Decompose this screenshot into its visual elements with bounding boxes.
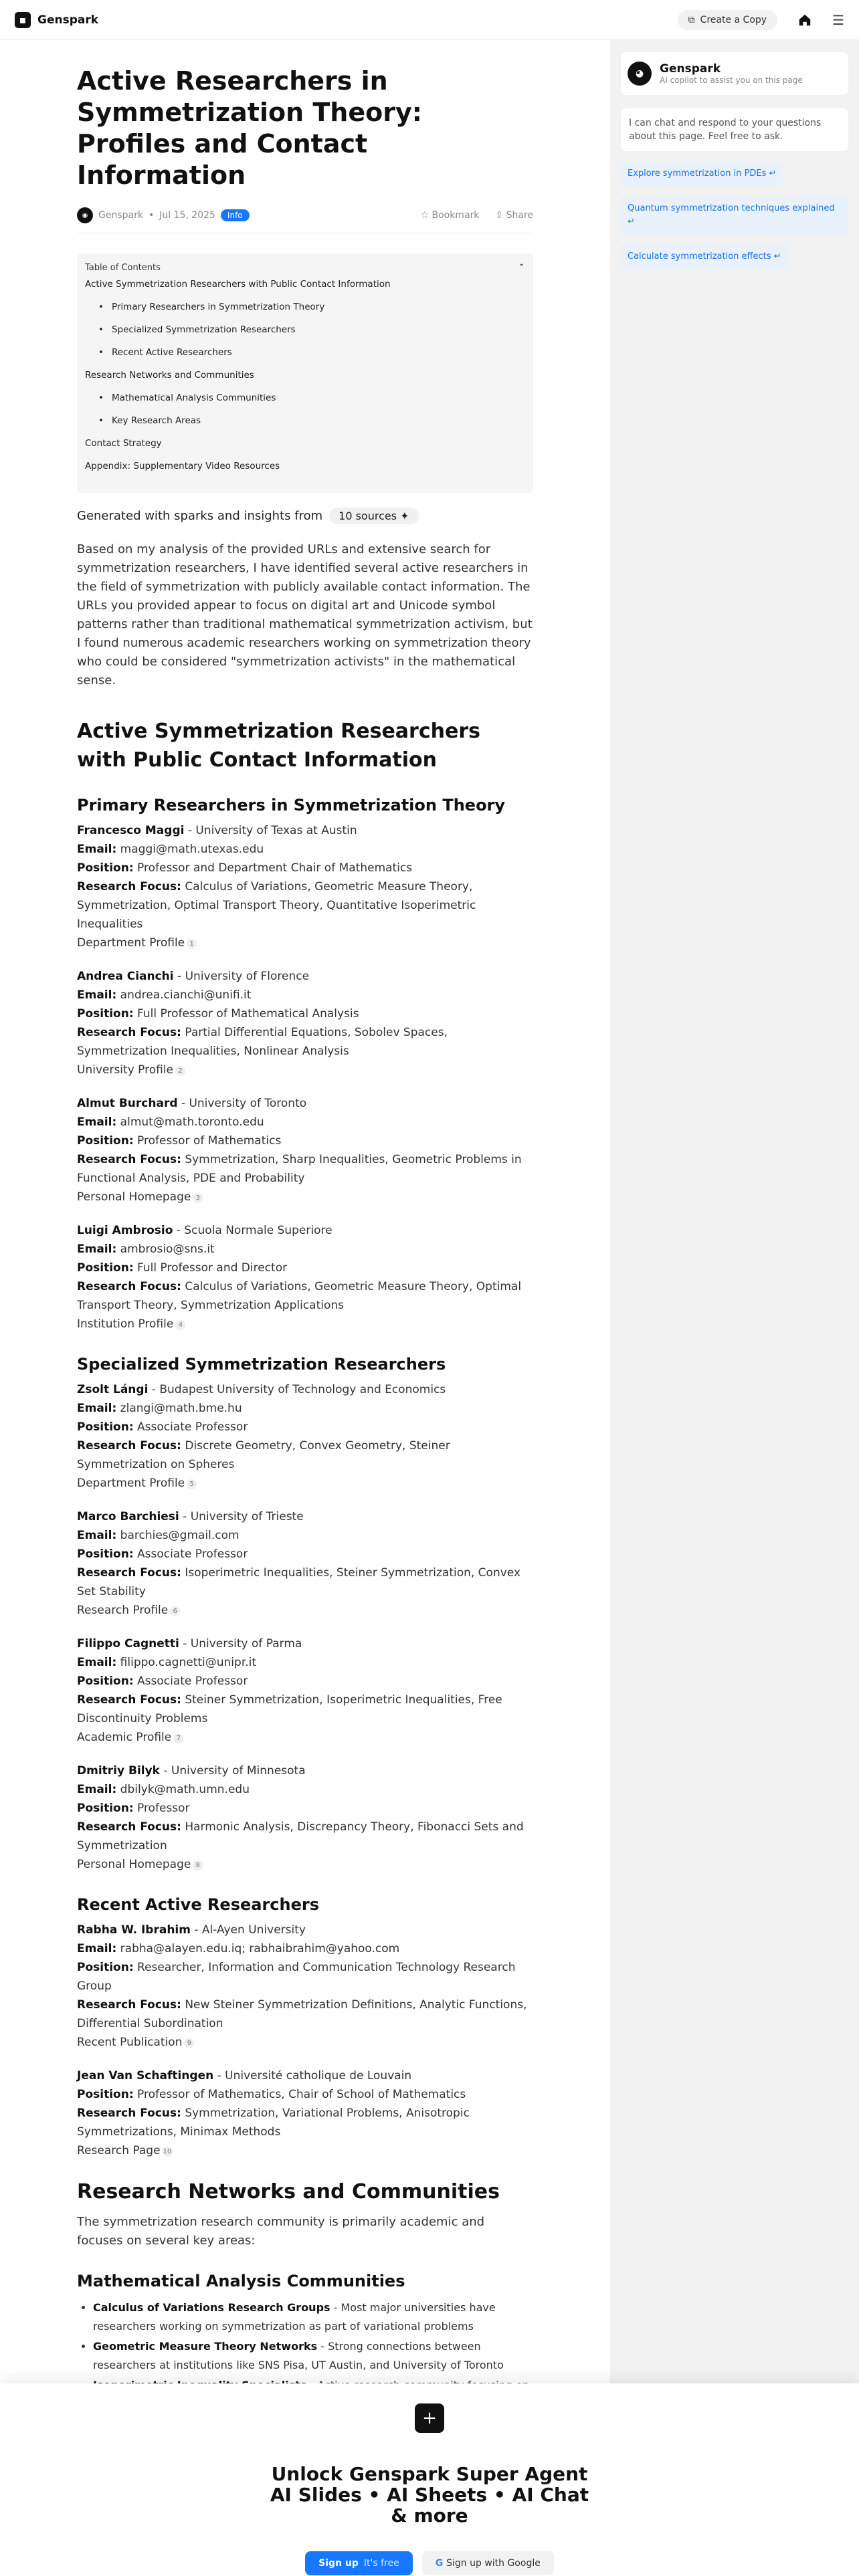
copilot-sidebar [610, 40, 859, 2576]
genspark-logo-icon: ◼ [15, 12, 31, 28]
menu-icon[interactable]: ☰ [832, 11, 844, 28]
copilot-name: Genspark [660, 62, 721, 76]
focus-label: Research Focus: [77, 1820, 181, 1834]
list-item [93, 2337, 533, 2375]
copilot-message: I can chat and respond to your questions about this page. Feel free to ask. [621, 108, 848, 151]
citation-badge[interactable]: 8 [193, 1860, 203, 1870]
researcher-affiliation: - Université catholique de Louvain [213, 2069, 412, 2082]
bookmark-button[interactable] [420, 210, 479, 221]
researcher-name: Luigi Ambrosio [77, 1224, 173, 1237]
bookmark-label: Bookmark [432, 210, 480, 221]
researcher-position: Associate Professor [137, 1547, 248, 1561]
citation-badge[interactable]: 2 [175, 1066, 185, 1076]
page-title: Active Researchers in Symmetrization Theory: Profiles and Contact Information [77, 66, 422, 190]
profile-link[interactable]: Department Profile [77, 936, 185, 950]
researcher-affiliation: - University of Trieste [179, 1510, 304, 1523]
focus-label: Research Focus: [77, 1439, 181, 1453]
toc-item[interactable]: • Key Research Areas [85, 409, 525, 432]
researcher-affiliation: - University of Parma [179, 1637, 302, 1650]
chevron-up-icon[interactable]: ⌃ [518, 263, 525, 273]
profile-link[interactable]: Research Profile [77, 1604, 169, 1617]
researcher-name: Jean Van Schaftingen [77, 2069, 214, 2082]
citation-badge[interactable]: 4 [175, 1320, 185, 1330]
list-item [93, 2298, 533, 2336]
copilot-header [621, 52, 848, 95]
position-label: Position: [77, 861, 134, 875]
signup-label: Sign up [318, 2558, 359, 2569]
home-icon[interactable] [797, 13, 812, 27]
researcher-affiliation: - University of Minnesota [160, 1764, 306, 1778]
citation-badge[interactable]: 1 [187, 939, 197, 949]
signup-overlay [0, 2383, 859, 2576]
top-bar [0, 0, 859, 40]
researcher-email[interactable]: zlangi@math.bme.hu [120, 1402, 242, 1415]
profile-link[interactable]: Department Profile [77, 1477, 185, 1490]
researcher-affiliation: - University of Texas at Austin [184, 824, 357, 837]
signup-sub-label: It's free [363, 2558, 399, 2569]
genspark-logo-icon: ◕ [628, 62, 652, 86]
list-item-head: Calculus of Variations Research Groups [93, 2301, 330, 2314]
researcher-affiliation: - Al-Ayen University [190, 1923, 306, 1937]
researcher-focus: Steiner Symmetrization, Isoperimetric Inequalities, Free Discontinuity Problems [77, 1693, 502, 1725]
profile-link[interactable]: Personal Homepage [77, 1190, 191, 1204]
suggestion-chip[interactable]: Calculate symmetrization effects ↵ [621, 245, 788, 269]
researcher-position: Professor of Mathematics, Chair of School of Mathematics [137, 2088, 466, 2101]
researcher-name: Francesco Maggi [77, 824, 185, 837]
researcher-focus: Symmetrization, Sharp Inequalities, Geometric Problems in Functional Analysis, PDE and Probability [77, 1153, 522, 1185]
separator-dot: • [148, 210, 155, 221]
article [77, 40, 533, 2415]
copy-icon: ⧉ [688, 14, 695, 25]
researcher-focus: Isoperimetric Inequalities, Steiner Symmetrization, Convex Set Stability [77, 1566, 521, 1598]
subsection-heading: Primary Researchers in Symmetrization Theory [77, 796, 506, 815]
citation-badge[interactable]: 5 [187, 1479, 197, 1489]
researcher-name: Marco Barchiesi [77, 1510, 179, 1523]
researcher-name: Zsolt Lángi [77, 1383, 149, 1396]
researcher-focus: Partial Differential Equations, Sobolev Spaces, Symmetrization Inequalities, Nonlinear Analysis [77, 1026, 448, 1058]
toc-header[interactable] [85, 263, 525, 273]
researcher-name: Filippo Cagnetti [77, 1637, 179, 1650]
researcher-focus: Calculus of Variations, Geometric Measure Theory, Optimal Transport Theory, Symmetrization Applications [77, 1280, 522, 1312]
section-heading: Research Networks and Communities [77, 2180, 500, 2204]
position-label: Position: [77, 1007, 134, 1021]
toc-item[interactable]: • Recent Active Researchers [85, 341, 525, 364]
researcher-position: Researcher, Information and Communication Technology Research Group [77, 1961, 516, 1993]
google-signup-button[interactable] [422, 2551, 554, 2575]
researcher-email[interactable]: rabha@alayen.edu.iq; rabhaibrahim@yahoo.com [120, 1942, 400, 1955]
list-item-text: - Most major universities have researchers working on symmetrization as part of variational problems [93, 2301, 496, 2333]
position-label: Position: [77, 1420, 134, 1434]
date: Jul 15, 2025 [159, 210, 215, 221]
add-agent-icon: + [415, 2403, 444, 2433]
profile-link[interactable]: Research Page [77, 2144, 161, 2157]
intro-paragraph: Based on my analysis of the provided URLs and extensive search for symmetrization researchers, I have identified several active researchers in the field of symmetrization with publicly available contact information. The URLs you provided appear to focus on digital art and Unicode symbol patterns rather than traditional mathematical symmetrization activism, but I found numerous academic researchers working on symmetrization theory who could be considered "symmetrization activists" in the mathematical sense. [77, 542, 533, 687]
author: Genspark [98, 210, 143, 221]
subsection-heading: Recent Active Researchers [77, 1895, 320, 1914]
email-label: Email: [77, 1942, 117, 1955]
focus-label: Research Focus: [77, 880, 181, 893]
info-badge: Info [221, 209, 250, 221]
researcher-focus: Discrete Geometry, Convex Geometry, Steiner Symmetrization on Spheres [77, 1439, 450, 1471]
researcher-email[interactable]: ambrosio@sns.it [120, 1243, 215, 1256]
researcher-email[interactable]: almut@math.toronto.edu [120, 1115, 264, 1129]
researcher-position: Professor [137, 1802, 190, 1815]
researcher-email[interactable]: filippo.cagnetti@unipr.it [120, 1656, 257, 1669]
brand[interactable] [15, 12, 98, 28]
position-label: Position: [77, 1802, 134, 1815]
email-label: Email: [77, 988, 117, 1002]
researcher-entry [77, 1634, 533, 1747]
citation-badge[interactable]: 3 [193, 1193, 203, 1203]
focus-label: Research Focus: [77, 1998, 181, 2012]
toc-heading: Table of Contents [85, 263, 161, 273]
researcher-focus: Harmonic Analysis, Discrepancy Theory, Fibonacci Sets and Symmetrization [77, 1820, 524, 1852]
create-copy-label: Create a Copy [700, 14, 767, 25]
position-label: Position: [77, 2088, 134, 2101]
sources-label: 10 sources [339, 510, 397, 522]
researcher-entry [77, 1221, 533, 1333]
researcher-position: Full Professor and Director [137, 1261, 288, 1275]
focus-label: Research Focus: [77, 1153, 181, 1166]
researcher-name: Almut Burchard [77, 1097, 178, 1110]
researcher-name: Dmitriy Bilyk [77, 1764, 160, 1778]
email-label: Email: [77, 1402, 117, 1415]
researcher-position: Associate Professor [137, 1420, 248, 1434]
toc-item[interactable]: Contact Strategy [85, 438, 162, 449]
list-item-text: - Strong connections between researchers at institutions like SNS Pisa, UT Austin, and University of Toronto [93, 2340, 504, 2371]
focus-label: Research Focus: [77, 2107, 181, 2120]
suggestion-chip[interactable]: Explore symmetrization in PDEs ↵ [621, 162, 783, 186]
focus-label: Research Focus: [77, 1026, 181, 1039]
profile-link[interactable]: Academic Profile [77, 1731, 172, 1744]
researcher-position: Associate Professor [137, 1675, 248, 1688]
google-signup-label: Sign up with Google [446, 2558, 541, 2569]
researcher-entry [77, 1761, 533, 1874]
brand-name: Genspark [37, 13, 99, 27]
subsection-heading: Specialized Symmetrization Researchers [77, 1355, 446, 1374]
profile-link[interactable]: Institution Profile [77, 1317, 174, 1331]
position-label: Position: [77, 1547, 134, 1561]
star-icon: ☆ [420, 210, 432, 221]
citation-badge[interactable]: 7 [173, 1733, 183, 1743]
researcher-email[interactable]: dbilyk@math.umn.edu [120, 1783, 250, 1796]
share-icon: ⇪ [495, 210, 506, 221]
researcher-position: Full Professor of Mathematical Analysis [137, 1007, 359, 1021]
toc-item[interactable]: • Specialized Symmetrization Researchers [85, 318, 525, 341]
researcher-affiliation: - University of Toronto [177, 1097, 307, 1110]
avatar: ◉ [77, 207, 93, 223]
citation-badge[interactable]: 6 [170, 1606, 180, 1616]
focus-label: Research Focus: [77, 1280, 181, 1293]
focus-label: Research Focus: [77, 1693, 181, 1707]
researcher-email[interactable]: andrea.cianchi@unifi.it [120, 988, 252, 1002]
toc-item[interactable]: Appendix: Supplementary Video Resources [85, 461, 280, 471]
researcher-affiliation: - Budapest University of Technology and Economics [148, 1383, 446, 1396]
position-label: Position: [77, 1675, 134, 1688]
subsection-heading: Mathematical Analysis Communities [77, 2272, 405, 2290]
toc-item[interactable]: • Mathematical Analysis Communities [85, 387, 525, 409]
article-meta [77, 207, 533, 233]
table-of-contents [77, 253, 533, 493]
section-heading: Active Symmetrization Researchers with Public Contact Information [77, 720, 480, 772]
share-button[interactable] [495, 210, 533, 221]
networks-intro: The symmetrization research community is primarily academic and focuses on several key areas: [77, 2215, 485, 2248]
researcher-entry [77, 821, 533, 952]
position-label: Position: [77, 1134, 134, 1148]
email-label: Email: [77, 1783, 117, 1796]
researcher-name: Rabha W. Ibrahim [77, 1923, 191, 1937]
email-label: Email: [77, 1656, 117, 1669]
researcher-affiliation: - University of Florence [173, 970, 310, 983]
position-label: Position: [77, 1961, 134, 1974]
profile-link[interactable]: University Profile [77, 1063, 174, 1077]
share-label: Share [506, 210, 533, 221]
researcher-position: Professor of Mathematics [137, 1134, 282, 1148]
email-label: Email: [77, 1243, 117, 1256]
signup-button[interactable] [305, 2551, 413, 2575]
researcher-email[interactable]: barchies@gmail.com [120, 1529, 240, 1542]
researcher-entry [77, 2066, 533, 2160]
researcher-position: Professor and Department Chair of Mathematics [137, 861, 413, 875]
researcher-affiliation: - Scuola Normale Superiore [173, 1224, 332, 1237]
citation-badge[interactable]: 9 [184, 2038, 194, 2048]
researcher-entry [77, 1380, 533, 1493]
profile-link[interactable]: Recent Publication [77, 2036, 183, 2049]
focus-label: Research Focus: [77, 1566, 181, 1580]
email-label: Email: [77, 843, 117, 856]
email-label: Email: [77, 1115, 117, 1129]
generated-line [77, 508, 533, 524]
researcher-focus: Symmetrization, Variational Problems, Anisotropic Symmetrizations, Minimax Methods [77, 2107, 470, 2139]
researcher-entry [77, 967, 533, 1079]
researcher-entry [77, 1507, 533, 1620]
sources-button[interactable] [329, 508, 418, 524]
profile-link[interactable]: Personal Homepage [77, 1858, 191, 1871]
toc-item[interactable]: Research Networks and Communities [85, 370, 254, 381]
researcher-email[interactable]: maggi@math.utexas.edu [120, 843, 264, 856]
researcher-entry [77, 1921, 533, 2052]
generated-prefix: Generated with sparks and insights from [77, 509, 323, 523]
create-copy-button[interactable] [678, 10, 778, 30]
list-item-head: Geometric Measure Theory Networks [93, 2340, 318, 2353]
copilot-subtitle: AI copilot to assist you on this page [660, 76, 803, 85]
google-icon: G [435, 2558, 447, 2569]
position-label: Position: [77, 1261, 134, 1275]
researcher-focus: Calculus of Variations, Geometric Measure Theory, Symmetrization, Optimal Transport Theory, Quantitative Isoperimetric Inequalities [77, 880, 476, 931]
spark-icon: ✦ [400, 510, 409, 522]
researcher-name: Andrea Cianchi [77, 970, 174, 983]
researcher-entry [77, 1094, 533, 1206]
researcher-focus: New Steiner Symmetrization Definitions, Analytic Functions, Differential Subordination [77, 1998, 527, 2030]
suggestion-chip[interactable]: Quantum symmetrization techniques explained ↵ [621, 197, 848, 234]
email-label: Email: [77, 1529, 117, 1542]
toc-item[interactable]: • Primary Researchers in Symmetrization Theory [85, 296, 525, 318]
toc-item[interactable]: Active Symmetrization Researchers with Public Contact Information [85, 279, 391, 290]
citation-badge[interactable]: 10 [163, 2148, 172, 2155]
overlay-title: Unlock Genspark Super Agent AI Slides • AI Sheets • AI Chat & more [270, 2463, 589, 2527]
